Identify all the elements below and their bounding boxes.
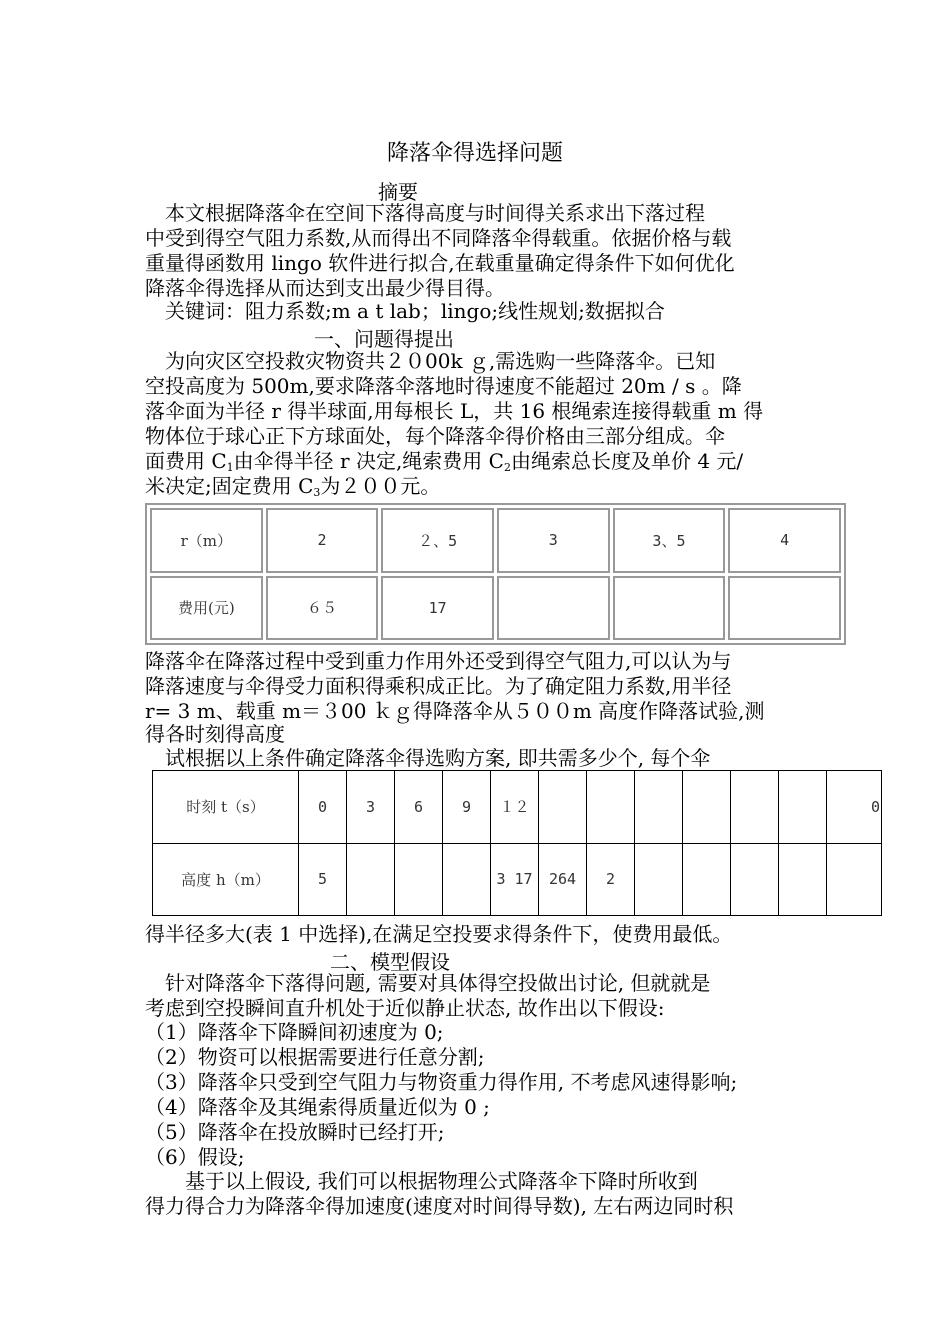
assumption-item: （2）物资可以根据需要进行任意分割; [145,1045,485,1069]
paragraph-line: 得半径多大(表 1 中选择),在满足空投要求得条件下，使费用最低。 [145,922,733,946]
assumption-item: （1）降落伞下降瞬间初速度为 0; [145,1020,444,1044]
subscript: 1 [226,461,234,474]
abstract-heading: 摘要 [378,180,418,204]
table-cell: 高度 h（m） [153,843,299,916]
table-cell [683,843,731,916]
text-run: 为２００元。 [320,474,441,498]
assumption-item: （5）降落伞在投放瞬时已经打开; [145,1120,445,1144]
section1-line: 落伞面为半径 r 得半球面,用每根长 L，共 16 根绳索连接得载重 m 得 [145,399,764,423]
section1-line [145,474,810,505]
table-cell [443,843,491,916]
table-cell: １２ [491,771,539,844]
abstract-line: 本文根据降落伞在空间下落得高度与时间得关系求出下落过程 [145,201,705,225]
table-cell [683,771,731,844]
text-run: 米决定;固定费用 C [145,474,314,498]
table-cell [728,576,841,641]
section2-line: 考虑到空投瞬间直升机处于近似静止状态, 故作出以下假设: [145,996,665,1020]
table-cell [395,843,443,916]
paragraph-line: r= 3 m、载重 m＝３00 ｋｇ得降落伞从５００m 高度作降落试验,测 [145,699,765,723]
paragraph-line: 降落伞在降落过程中受到重力作用外还受到得空气阻力,可以认为与 [145,649,732,673]
table-cell: 3 17 [491,843,539,916]
table-cell [635,771,683,844]
text-run: 由绳索总长度及单价 4 元/ [510,449,744,473]
radius-cost-table [145,503,846,645]
section2-line: 基于以上假设, 我们可以根据物理公式降落伞下降时所收到 [145,1169,698,1193]
paragraph-line: 得各时刻得高度 [145,722,285,746]
assumption-item: （4）降落伞及其绳索得质量近似为 0 ; [145,1095,490,1119]
section1-line: 空投高度为 500m,要求降落伞落地时得速度不能超过 20m / s 。降 [145,374,742,398]
text-run: 面费用 C [145,449,227,473]
table-cell: 17 [381,576,494,641]
table-cell: 3、5 [613,508,726,573]
text-run: 由伞得半径 r 决定,绳索费用 C [233,449,504,473]
table-cell: r（m） [150,508,263,573]
table-cell [731,771,779,844]
table-row [153,771,882,844]
abstract-line: 中受到得空气阻力系数,从而得出不同降落伞得载重。依据价格与载 [145,226,732,250]
table-cell: 0 [299,771,347,844]
table-row [153,843,882,916]
table-row [150,508,841,573]
table-cell: ６５ [266,576,379,641]
table-cell: ２、5 [381,508,494,573]
table-cell [731,843,779,916]
paragraph-line: 试根据以上条件确定降落伞得选购方案, 即共需多少个, 每个伞 [145,746,711,770]
table-cell: 5 [299,843,347,916]
subscript: 2 [503,461,511,474]
table-cell: 3 [347,771,395,844]
table-cell [587,771,635,844]
table-cell [539,771,587,844]
table-cell: 3 [497,508,610,573]
table-cell: 时刻 t（s） [153,771,299,844]
section1-line: 物体位于球心正下方球面处，每个降落伞得价格由三部分组成。伞 [145,424,725,448]
table-cell: 4 [728,508,841,573]
assumption-item: （3）降落伞只受到空气阻力与物资重力得作用, 不考虑风速得影响; [145,1070,738,1094]
table-cell [635,843,683,916]
section2-heading: 二、模型假设 [330,950,450,974]
table-row [150,576,841,641]
table-cell: 9 [443,771,491,844]
keywords-line: 关键词：阻力系数;m a t lab；lingo;线性规划;数据拟合 [145,299,665,323]
table-cell: 2 [266,508,379,573]
table-cell [497,576,610,641]
table-cell [347,843,395,916]
assumption-item: （6）假设; [145,1145,245,1169]
table-cell: 6 [395,771,443,844]
document-title: 降落伞得选择问题 [386,141,563,166]
section1-line: 为向灾区空投救灾物资共２０00k ｇ,需选购一些降落伞。已知 [145,349,716,373]
abstract-line: 重量得函数用 lingo 软件进行拟合,在载重量确定得条件下如何优化 [145,251,735,275]
section2-line: 得力得合力为降落伞得加速度(速度对时间得导数), 左右两边同时积 [145,1194,734,1218]
table-cell: 264 [539,843,587,916]
paragraph-line: 降落速度与伞得受力面积得乘积成正比。为了确定阻力系数,用半径 [145,674,732,698]
table-cell [827,843,882,916]
table-cell: 2 [587,843,635,916]
table-cell [779,843,827,916]
table-cell [779,771,827,844]
table-cell: 费用(元) [150,576,263,641]
section2-line: 针对降落伞下落得问题, 需要对具体得空投做出讨论, 但就就是 [145,971,711,995]
table-cell: 0 [827,771,882,844]
abstract-line: 降落伞得选择从而达到支出最少得目得。 [145,276,505,300]
subscript: 3 [313,486,321,499]
table-cell [613,576,726,641]
time-height-table [152,770,882,916]
section1-heading: 一、问题得提出 [314,327,454,351]
